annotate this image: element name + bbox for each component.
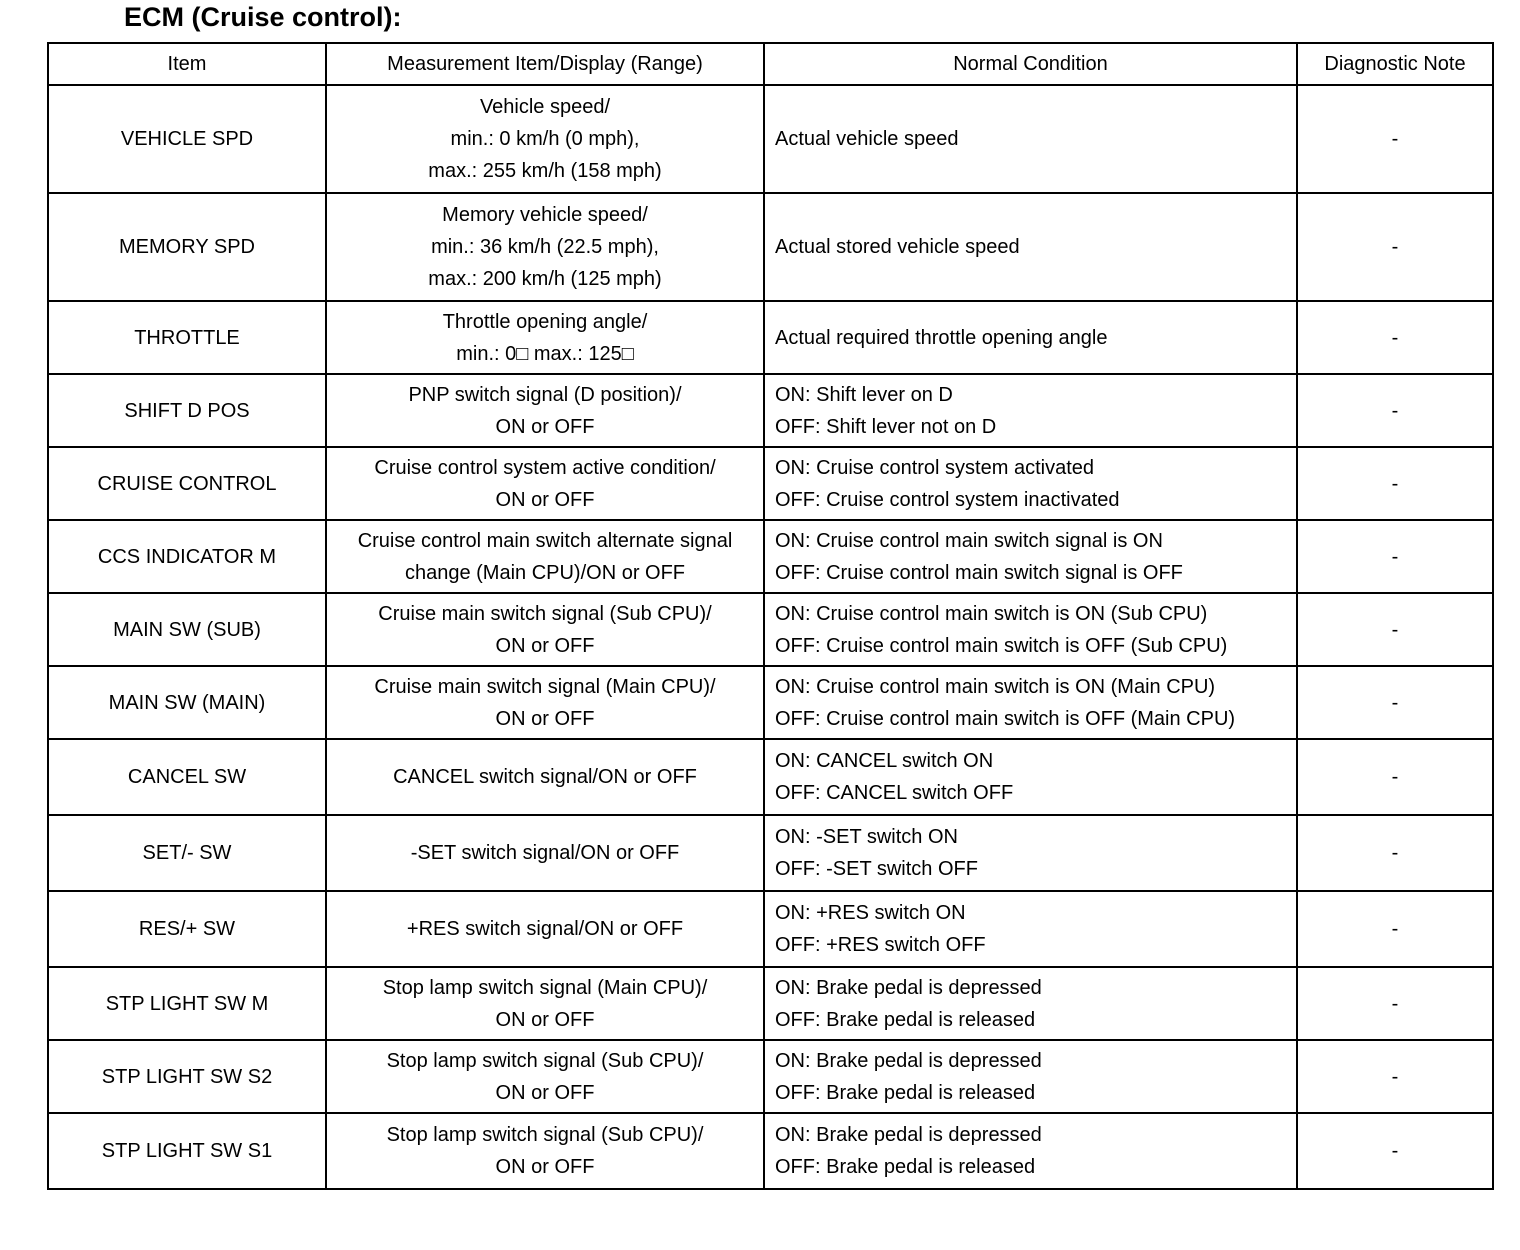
cell-normal-condition	[764, 967, 1297, 1040]
cell-diagnostic-note: -	[1297, 815, 1493, 891]
cell-measurement	[326, 520, 764, 593]
cell-item: MAIN SW (MAIN)	[48, 666, 326, 739]
normal-condition-line: OFF: Cruise control main switch is OFF (Sub CPU)	[775, 634, 1228, 657]
cell-item: CCS INDICATOR M	[48, 520, 326, 593]
table-row	[48, 739, 1493, 815]
cell-item: STP LIGHT SW S1	[48, 1113, 326, 1189]
page-title: ECM (Cruise control):	[124, 2, 402, 32]
normal-condition-line: ON: Brake pedal is depressed	[775, 1049, 1042, 1072]
normal-condition-line: OFF: Shift lever not on D	[775, 415, 997, 438]
measurement-line: ON or OFF	[495, 415, 595, 438]
cell-diagnostic-note: -	[1297, 891, 1493, 967]
cell-diagnostic-note: -	[1297, 1040, 1493, 1113]
cell-measurement	[326, 593, 764, 666]
cell-normal-condition	[764, 85, 1297, 193]
normal-condition-line: OFF: CANCEL switch OFF	[775, 782, 1014, 804]
measurement-line: Stop lamp switch signal (Main CPU)/	[382, 976, 708, 999]
normal-condition-line: ON: Cruise control system activated	[775, 456, 1094, 479]
header-diagnostic-note: Diagnostic Note	[1297, 43, 1493, 85]
header-normal-condition: Normal Condition	[764, 43, 1297, 85]
normal-condition-line: ON: Cruise control main switch is ON (Main CPU)	[775, 675, 1216, 698]
cell-normal-condition	[764, 666, 1297, 739]
normal-condition-line: OFF: -SET switch OFF	[775, 858, 978, 880]
cell-diagnostic-note: -	[1297, 739, 1493, 815]
normal-condition-line: OFF: Cruise control main switch signal is OFF	[775, 561, 1183, 584]
cell-measurement	[326, 85, 764, 193]
table-row	[48, 193, 1493, 301]
measurement-line: ON or OFF	[495, 707, 595, 730]
normal-condition-line: Actual vehicle speed	[775, 128, 959, 150]
cell-normal-condition	[764, 447, 1297, 520]
cell-normal-condition	[764, 374, 1297, 447]
table-row	[48, 85, 1493, 193]
normal-condition-line: OFF: Cruise control system inactivated	[775, 488, 1120, 511]
measurement-line: PNP switch signal (D position)/	[408, 383, 682, 406]
normal-condition-line: OFF: Cruise control main switch is OFF (Main CPU)	[775, 707, 1236, 730]
cell-diagnostic-note: -	[1297, 1113, 1493, 1189]
cell-item: CRUISE CONTROL	[48, 447, 326, 520]
cell-diagnostic-note: -	[1297, 666, 1493, 739]
measurement-line: change (Main CPU)/ON or OFF	[404, 561, 686, 584]
cell-diagnostic-note: -	[1297, 593, 1493, 666]
cell-normal-condition	[764, 301, 1297, 374]
measurement-line: ON or OFF	[495, 1081, 595, 1104]
cell-normal-condition	[764, 1040, 1297, 1113]
measurement-line: min.: 36 km/h (22.5 mph),	[431, 236, 659, 258]
normal-condition-line: ON: +RES switch ON	[775, 902, 966, 924]
cell-item: SHIFT D POS	[48, 374, 326, 447]
cell-diagnostic-note: -	[1297, 374, 1493, 447]
measurement-line: Throttle opening angle/	[442, 310, 648, 333]
measurement-line: max.: 200 km/h (125 mph)	[428, 268, 662, 290]
cell-measurement	[326, 1040, 764, 1113]
measurement-line: ON or OFF	[495, 488, 595, 511]
cell-item: CANCEL SW	[48, 739, 326, 815]
measurement-line: Cruise main switch signal (Main CPU)/	[374, 675, 716, 698]
measurement-line: ON or OFF	[495, 1156, 595, 1178]
table-row	[48, 815, 1493, 891]
cell-measurement	[326, 447, 764, 520]
cell-diagnostic-note: -	[1297, 520, 1493, 593]
header-measurement: Measurement Item/Display (Range)	[326, 43, 764, 85]
table-header	[48, 43, 1493, 85]
normal-condition-line: ON: Shift lever on D	[775, 383, 953, 406]
normal-condition-line: OFF: Brake pedal is released	[775, 1081, 1036, 1104]
normal-condition-line: ON: CANCEL switch ON	[775, 750, 994, 772]
measurement-line: ON or OFF	[495, 634, 595, 657]
measurement-line: Stop lamp switch signal (Sub CPU)/	[386, 1049, 704, 1072]
cell-measurement	[326, 193, 764, 301]
table-row	[48, 666, 1493, 739]
table-row	[48, 374, 1493, 447]
table-row	[48, 447, 1493, 520]
cell-measurement	[326, 891, 764, 967]
table-row	[48, 967, 1493, 1040]
measurement-line: min.: 0 km/h (0 mph),	[450, 128, 640, 150]
cell-normal-condition	[764, 1113, 1297, 1189]
measurement-line: ON or OFF	[495, 1008, 595, 1031]
table-body	[48, 85, 1493, 1189]
normal-condition-line: OFF: Brake pedal is released	[775, 1156, 1036, 1178]
measurement-line: -SET switch signal/ON or OFF	[410, 842, 680, 864]
measurement-line: Memory vehicle speed/	[442, 204, 648, 226]
table-row	[48, 1040, 1493, 1113]
cell-measurement	[326, 301, 764, 374]
table-row	[48, 593, 1493, 666]
table-row	[48, 301, 1493, 374]
cell-item: SET/- SW	[48, 815, 326, 891]
cell-item: MEMORY SPD	[48, 193, 326, 301]
cell-measurement	[326, 374, 764, 447]
table-row	[48, 520, 1493, 593]
normal-condition-line: Actual stored vehicle speed	[775, 236, 1020, 258]
cell-normal-condition	[764, 815, 1297, 891]
cell-measurement	[326, 1113, 764, 1189]
normal-condition-line: ON: Cruise control main switch is ON (Sub CPU)	[775, 602, 1208, 625]
normal-condition-line: Actual required throttle opening angle	[775, 326, 1108, 349]
cell-item: MAIN SW (SUB)	[48, 593, 326, 666]
table-row	[48, 891, 1493, 967]
cell-measurement	[326, 967, 764, 1040]
cell-normal-condition	[764, 891, 1297, 967]
normal-condition-line: OFF: +RES switch OFF	[775, 934, 986, 956]
normal-condition-line: ON: Brake pedal is depressed	[775, 1124, 1042, 1146]
header-row	[48, 43, 1493, 85]
measurement-line: Cruise control system active condition/	[374, 456, 716, 479]
normal-condition-line: ON: -SET switch ON	[775, 826, 958, 848]
cell-diagnostic-note: -	[1297, 193, 1493, 301]
cell-item: STP LIGHT SW S2	[48, 1040, 326, 1113]
normal-condition-line: ON: Cruise control main switch signal is ON	[775, 529, 1163, 552]
measurement-line: min.: 0□ max.: 125□	[456, 342, 634, 365]
cell-item: THROTTLE	[48, 301, 326, 374]
measurement-line: Vehicle speed/	[479, 96, 611, 118]
header-item: Item	[48, 43, 326, 85]
measurement-line: CANCEL switch signal/ON or OFF	[393, 766, 697, 788]
ecm-cruise-control-table	[47, 42, 1494, 1190]
cell-diagnostic-note: -	[1297, 967, 1493, 1040]
cell-normal-condition	[764, 520, 1297, 593]
cell-measurement	[326, 815, 764, 891]
cell-normal-condition	[764, 739, 1297, 815]
cell-measurement	[326, 666, 764, 739]
cell-item: STP LIGHT SW M	[48, 967, 326, 1040]
measurement-line: max.: 255 km/h (158 mph)	[428, 160, 662, 182]
normal-condition-line: ON: Brake pedal is depressed	[775, 976, 1042, 999]
cell-diagnostic-note: -	[1297, 85, 1493, 193]
measurement-line: +RES switch signal/ON or OFF	[406, 918, 684, 940]
cell-item: VEHICLE SPD	[48, 85, 326, 193]
measurement-line: Stop lamp switch signal (Sub CPU)/	[386, 1124, 704, 1146]
cell-normal-condition	[764, 193, 1297, 301]
cell-diagnostic-note: -	[1297, 447, 1493, 520]
measurement-line: Cruise control main switch alternate signal	[357, 529, 733, 552]
table-row	[48, 1113, 1493, 1189]
normal-condition-line: OFF: Brake pedal is released	[775, 1008, 1036, 1031]
cell-measurement	[326, 739, 764, 815]
cell-diagnostic-note: -	[1297, 301, 1493, 374]
cell-item: RES/+ SW	[48, 891, 326, 967]
cell-normal-condition	[764, 593, 1297, 666]
measurement-line: Cruise main switch signal (Sub CPU)/	[378, 602, 712, 625]
